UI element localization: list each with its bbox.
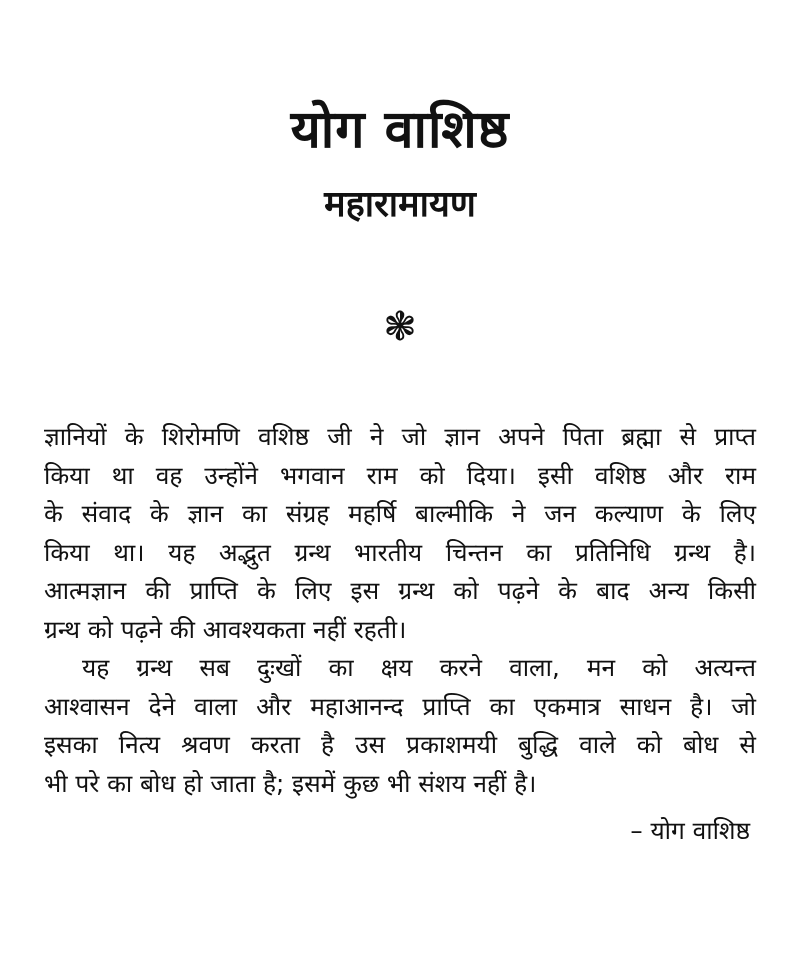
- text-line: आश्वासन देने वाला और महाआनन्द प्राप्ति का एकमात्र साधन है। जो: [44, 691, 756, 721]
- ornament-icon: ❃: [383, 304, 417, 350]
- body-text: [44, 418, 756, 803]
- page-title: योग वाशिष्ठ: [290, 100, 510, 160]
- attribution: – योग वाशिष्ठ: [630, 816, 750, 845]
- text-line: ज्ञानियों के शिरोमणि वशिष्ठ जी ने जो ज्ञान अपने पिता ब्रह्मा से प्राप्त: [44, 422, 756, 451]
- text-line: किया था। यह अद्भुत ग्रन्थ भारतीय चिन्तन का प्रतिनिधि ग्रन्थ है।: [44, 537, 756, 567]
- page-subtitle: महारामायण: [324, 184, 476, 225]
- text-line: किया था वह उन्होंने भगवान राम को दिया। इसी वशिष्ठ और राम: [44, 460, 756, 490]
- text-line: के संवाद के ज्ञान का संग्रह महर्षि बाल्मीकि ने जन कल्याण के लिए: [44, 499, 756, 528]
- text-line: ग्रन्थ को पढ़ने की आवश्यकता नहीं रहती।: [44, 614, 407, 644]
- text-line: यह ग्रन्थ सब दुःखों का क्षय करने वाला, मन को अत्यन्त: [82, 653, 756, 682]
- text-line: भी परे का बोध हो जाता है; इसमें कुछ भी संशय नहीं है।: [44, 768, 537, 798]
- text-line: आत्मज्ञान की प्राप्ति के लिए इस ग्रन्थ को पढ़ने के बाद अन्य किसी: [44, 576, 756, 605]
- text-line: इसका नित्य श्रवण करता है उस प्रकाशमयी बुद्धि वाले को बोध से: [44, 730, 756, 759]
